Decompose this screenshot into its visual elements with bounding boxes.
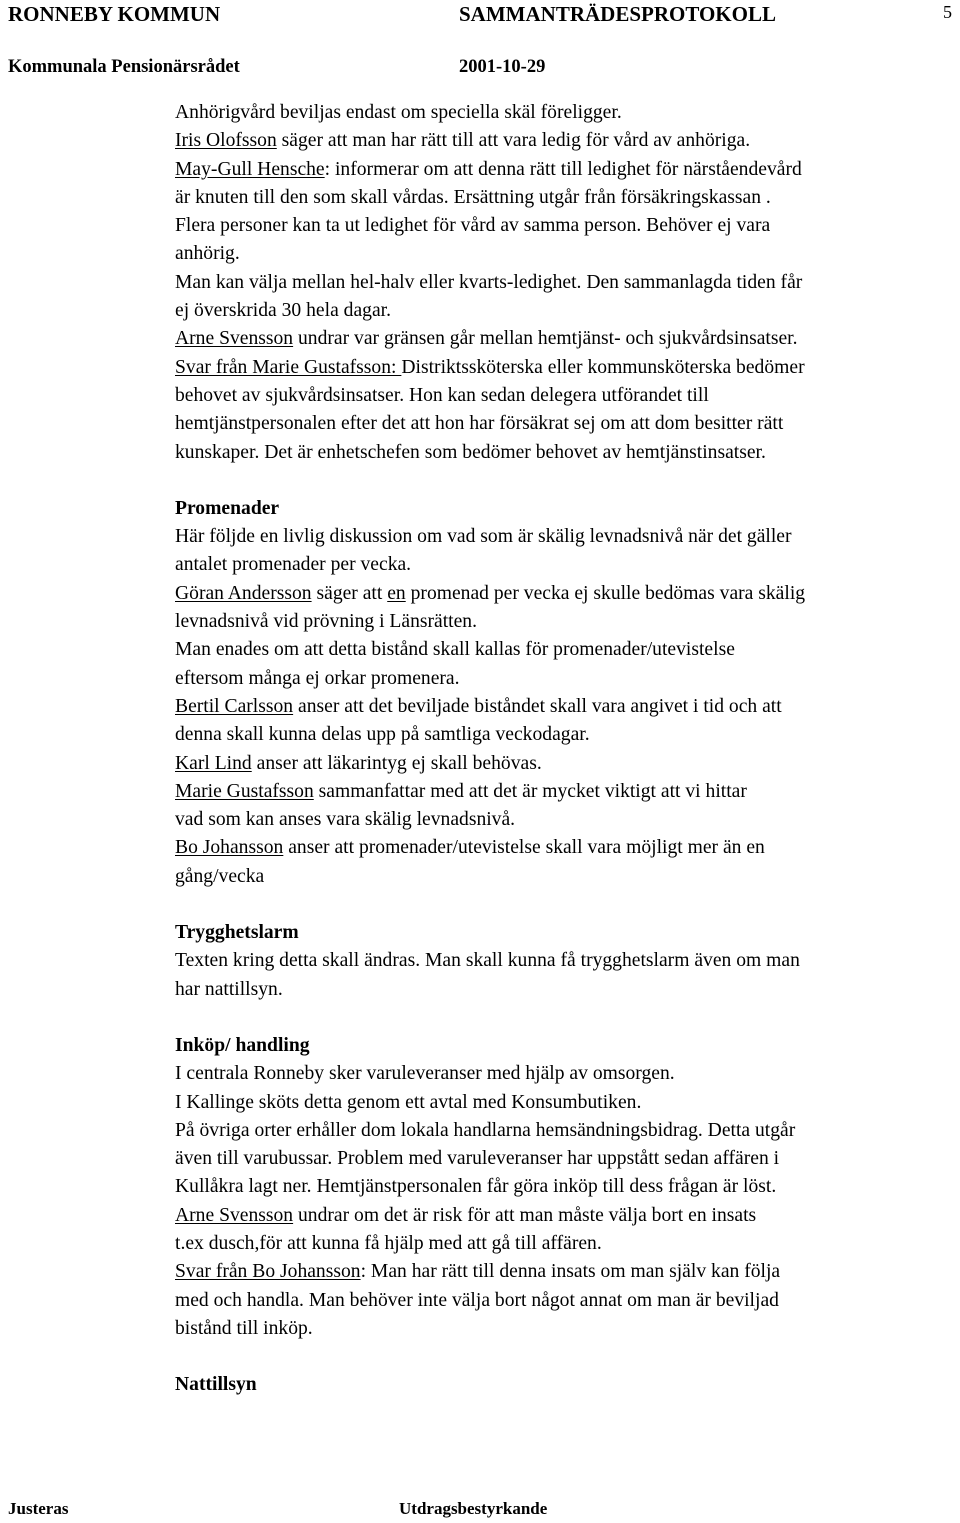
section-nattillsyn	[175, 1371, 960, 1399]
text-line: kunskaper. Det är enhetschefen som bedömer behovet av hemtjänstinsatser.	[175, 441, 766, 463]
emphasis-word: en	[387, 582, 406, 604]
text-line: bistånd till inköp.	[175, 1317, 313, 1339]
line-text: Distriktssköterska eller kommunsköterska bedömer	[401, 356, 805, 378]
section-heading: Nattillsyn	[175, 1374, 257, 1396]
page-number: 5	[943, 2, 952, 22]
line-text: : informerar om att denna rätt till ledighet för närståendevård	[324, 158, 802, 180]
speaker-name: Arne Svensson	[175, 1204, 294, 1226]
line-text: undrar om det är risk för att man måste välja bort en insats	[293, 1204, 757, 1226]
section-heading: Trygghetslarm	[175, 922, 299, 944]
speaker-name: Bertil Carlsson	[175, 695, 294, 717]
text-line: gång/vecka	[175, 865, 265, 887]
line-text: säger att	[311, 582, 388, 604]
document-type: SAMMANTRÄDESPROTOKOLL	[459, 2, 776, 26]
text-line: levnadsnivå vid prövning i Länsrätten.	[175, 611, 478, 633]
text-line: Man enades om att detta bistånd skall kallas för promenader/utevistelse	[175, 639, 735, 661]
text-line: I Kallinge sköts detta genom ett avtal med Konsumbutiken.	[175, 1091, 642, 1113]
line-text: anser att läkarintyg ej skall behövas.	[251, 752, 542, 774]
footer-utdragsbestyrkande: Utdragsbestyrkande	[399, 1499, 548, 1518]
section-anhorigvard	[175, 99, 960, 467]
section-inkop	[175, 1032, 960, 1343]
line-text: : Man har rätt till denna insats om man själv kan följa	[360, 1261, 781, 1283]
text-line	[175, 1202, 960, 1230]
text-line	[175, 693, 960, 721]
text-line	[175, 750, 960, 778]
speaker-name: Karl Lind	[175, 752, 252, 774]
speaker-name: Arne Svensson	[175, 328, 294, 350]
text-line: anhörig.	[175, 243, 240, 265]
text-line: med och handla. Man behöver inte välja bort något annat om man är beviljad	[175, 1289, 779, 1311]
text-line	[175, 325, 960, 353]
text-line: eftersom många ej orkar promenera.	[175, 667, 460, 689]
text-line: Texten kring detta skall ändras. Man skall kunna få trygghetslarm även om man	[175, 950, 800, 972]
text-line	[175, 1258, 960, 1286]
line-text: undrar var gränsen går mellan hemtjänst- och sjukvårdsinsatser.	[293, 328, 798, 350]
text-line	[175, 834, 960, 862]
line-text: säger att man har rätt till att vara ledig för vård av anhöriga.	[276, 130, 751, 152]
org-name: RONNEBY KOMMUN	[8, 2, 221, 26]
line-text: promenad per vecka ej skulle bedömas vara skälig	[405, 582, 806, 604]
speaker-name: Svar från Bo Johansson	[175, 1261, 361, 1283]
text-line	[175, 127, 960, 155]
speaker-name: Marie Gustafsson	[175, 780, 314, 802]
text-line: På övriga orter erhåller dom lokala handlarna hemsändningsbidrag. Detta utgår	[175, 1119, 796, 1141]
text-line: Flera personer kan ta ut ledighet för vård av samma person. Behöver ej vara	[175, 215, 771, 237]
text-line: antalet promenader per vecka.	[175, 554, 412, 576]
committee-name: Kommunala Pensionärsrådet	[8, 57, 240, 77]
text-line: även till varubussar. Problem med varuleveranser har uppstått sedan affären i	[175, 1148, 780, 1170]
text-line	[175, 354, 960, 382]
section-promenader	[175, 495, 960, 891]
text-line	[175, 580, 960, 608]
line-text: anser att det beviljade biståndet skall vara angivet i tid och att	[293, 695, 782, 717]
line-text: sammanfattar med att det är mycket viktigt att vi hittar	[313, 780, 747, 802]
text-line: Man kan välja mellan hel-halv eller kvarts-ledighet. Den sammanlagda tiden får	[175, 271, 803, 293]
speaker-name: May-Gull Hensche	[175, 158, 325, 180]
speaker-name: Iris Olofsson	[175, 130, 277, 152]
text-line: ej överskrida 30 hela dagar.	[175, 300, 391, 322]
speaker-name: Bo Johansson	[175, 837, 284, 859]
text-line: hemtjänstpersonalen efter det att hon har försäkrat sej om att dom besitter rätt	[175, 413, 784, 435]
speaker-name: Svar från Marie Gustafsson:	[175, 356, 402, 378]
text-line: har nattillsyn.	[175, 978, 283, 1000]
text-line: Anhörigvård beviljas endast om speciella skäl föreligger.	[175, 102, 622, 123]
document-body	[175, 99, 960, 1399]
meeting-date: 2001-10-29	[459, 57, 546, 77]
text-line	[175, 778, 960, 806]
text-line: Kullåkra lagt ner. Hemtjänstpersonalen får göra inköp till dess frågan är löst.	[175, 1176, 777, 1198]
section-heading: Promenader	[175, 497, 280, 519]
footer-justeras: Justeras	[8, 1499, 69, 1518]
text-line: I centrala Ronneby sker varuleveranser med hjälp av omsorgen.	[175, 1063, 675, 1085]
speaker-name: Göran Andersson	[175, 582, 312, 604]
line-text: anser att promenader/utevistelse skall vara möjligt mer än en	[283, 837, 765, 859]
section-heading: Inköp/ handling	[175, 1034, 310, 1056]
text-line: är knuten till den som skall vårdas. Ersättning utgår från försäkringskassan .	[175, 186, 771, 208]
text-line: behovet av sjukvårdsinsatser. Hon kan sedan delegera utförandet till	[175, 384, 709, 406]
text-line: denna skall kunna delas upp på samtliga veckodagar.	[175, 724, 590, 746]
text-line: Här följde en livlig diskussion om vad som är skälig levnadsnivå när det gäller	[175, 526, 792, 548]
text-line: t.ex dusch,för att kunna få hjälp med att gå till affären.	[175, 1232, 602, 1254]
text-line: vad som kan anses vara skälig levnadsnivå.	[175, 809, 516, 831]
section-trygghetslarm	[175, 919, 960, 1004]
text-line	[175, 156, 960, 184]
